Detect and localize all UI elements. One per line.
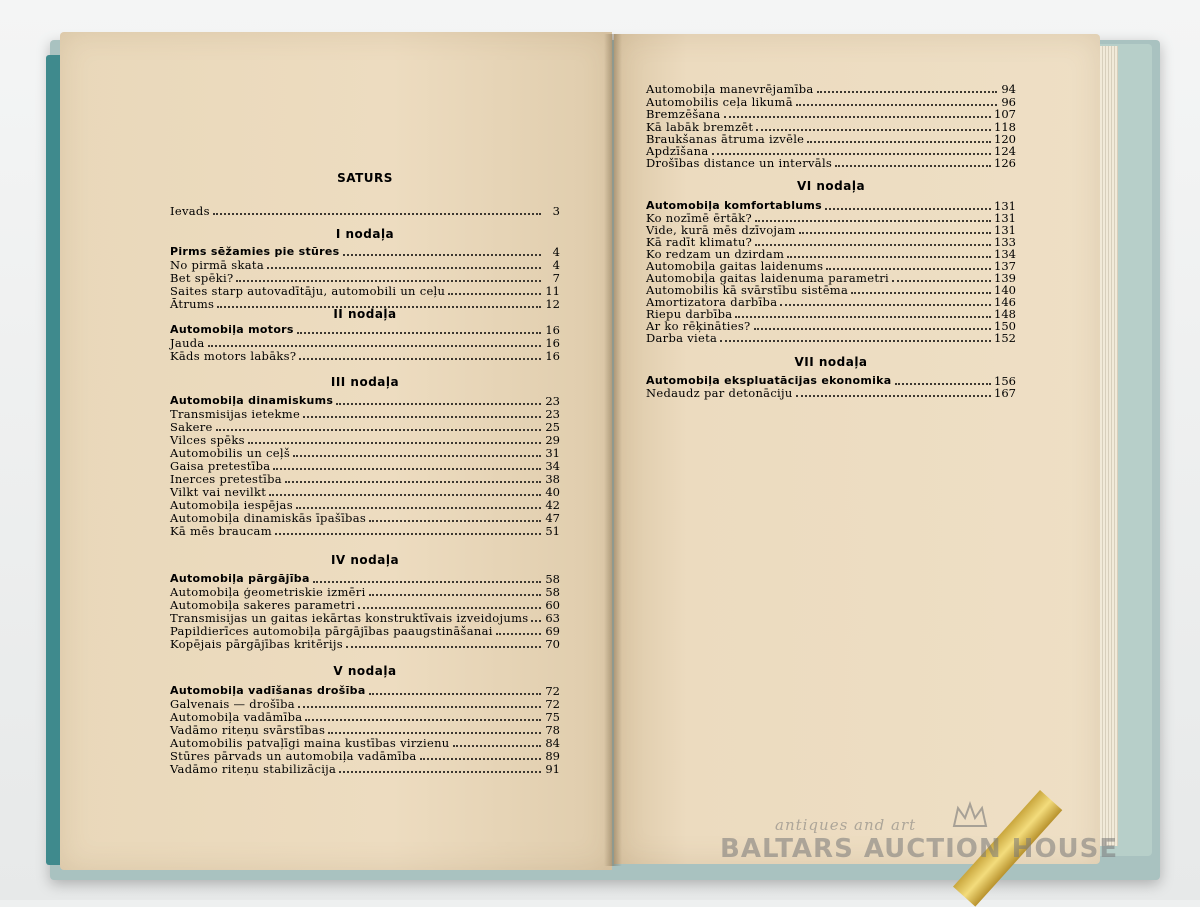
dot-leader bbox=[712, 153, 992, 155]
entry-title: Bremzēšana bbox=[646, 107, 721, 121]
toc-entry bbox=[170, 586, 560, 599]
toc-entry bbox=[170, 612, 560, 625]
entry-title: Inerces pretestība bbox=[170, 472, 282, 486]
page-number: 131 bbox=[994, 199, 1016, 213]
entry-title: Automobiļa vadāmība bbox=[170, 710, 303, 724]
toc-section-entry bbox=[170, 246, 560, 259]
dot-leader bbox=[817, 91, 997, 93]
watermark-tagline: antiques and art bbox=[775, 816, 917, 834]
page-number: 72 bbox=[545, 697, 560, 711]
watermark-brand: BALTARS AUCTION HOUSE bbox=[720, 834, 1119, 864]
page-number: 58 bbox=[545, 572, 560, 586]
dot-leader bbox=[293, 455, 541, 457]
page-number: 137 bbox=[994, 259, 1016, 273]
toc-entry bbox=[170, 272, 560, 285]
entry-title: Kā mēs braucam bbox=[170, 524, 272, 538]
dot-leader bbox=[369, 693, 541, 695]
entry-title: Ātrums bbox=[170, 297, 215, 311]
entry-title: Amortizatora darbība bbox=[646, 295, 778, 309]
page-number: 131 bbox=[994, 211, 1016, 225]
entry-title: Papildierīces automobiļa pārgājības paaugstināšanai bbox=[170, 624, 493, 638]
entry-title: Ko redzam un dzirdam bbox=[646, 247, 785, 261]
dot-leader bbox=[780, 304, 991, 306]
page-number: 148 bbox=[994, 307, 1016, 321]
entry-title: Automobiļa vadīšanas drošība bbox=[170, 684, 366, 697]
entry-title: Vadāmo riteņu svārstības bbox=[170, 723, 326, 737]
chapter-heading: V nodaļa bbox=[333, 664, 397, 678]
dot-leader bbox=[724, 116, 992, 118]
toc-section-entry bbox=[170, 395, 560, 408]
chapter-heading: IV nodaļa bbox=[330, 553, 400, 567]
dot-leader bbox=[756, 129, 991, 131]
dot-leader bbox=[720, 340, 991, 342]
page-number: 72 bbox=[545, 684, 560, 698]
toc-entry bbox=[170, 421, 560, 434]
dot-leader bbox=[496, 633, 541, 635]
entry-title: Braukšanas ātruma izvēle bbox=[646, 132, 805, 146]
entry-title: Automobiļa ģeometriskie izmēri bbox=[170, 585, 366, 599]
page-number: 58 bbox=[545, 585, 560, 599]
dot-leader bbox=[755, 220, 991, 222]
page-number: 167 bbox=[994, 386, 1016, 400]
page-number: 84 bbox=[545, 736, 560, 750]
chapter-heading: III nodaļa bbox=[330, 375, 400, 389]
entry-title: Saites starp autovadītāju, automobili un ceļu bbox=[170, 284, 446, 298]
entry-title: Vide, kurā mēs dzīvojam bbox=[646, 223, 796, 237]
entry-title: Automobiļa dinamiskās īpašības bbox=[170, 511, 367, 525]
toc-entry bbox=[646, 387, 1016, 400]
dot-leader bbox=[269, 494, 541, 496]
dot-leader bbox=[216, 429, 541, 431]
page-number: 91 bbox=[545, 762, 560, 776]
toc-entry bbox=[646, 332, 1016, 345]
entry-title: Kāds motors labāks? bbox=[170, 349, 297, 363]
dot-leader bbox=[892, 280, 991, 282]
page-number: 124 bbox=[994, 144, 1016, 158]
dot-leader bbox=[807, 141, 991, 143]
entry-title: Nedaudz par detonāciju bbox=[646, 386, 793, 400]
toc-entry bbox=[170, 737, 560, 750]
page-number: 51 bbox=[545, 524, 560, 538]
page-number: 120 bbox=[994, 132, 1016, 146]
toc-entry bbox=[170, 337, 560, 350]
page-number: 34 bbox=[545, 459, 560, 473]
toc-entry bbox=[170, 486, 560, 499]
chapter-heading: VII nodaļa bbox=[794, 355, 868, 369]
dot-leader bbox=[453, 745, 541, 747]
page-number: 94 bbox=[1001, 82, 1016, 96]
page-number: 150 bbox=[994, 319, 1016, 333]
dot-leader bbox=[835, 165, 991, 167]
toc-entry bbox=[170, 259, 560, 272]
entry-title: Gaisa pretestība bbox=[170, 459, 271, 473]
page-number: 133 bbox=[994, 235, 1016, 249]
entry-title: Automobiļa pārgājība bbox=[170, 572, 310, 585]
entry-title: Automobiļa iespējas bbox=[170, 498, 293, 512]
entry-title: Riepu darbība bbox=[646, 307, 733, 321]
entry-title: Transmisijas ietekme bbox=[170, 407, 301, 421]
page-number: 126 bbox=[994, 156, 1016, 170]
page-number: 96 bbox=[1001, 95, 1016, 109]
toc-entry bbox=[170, 512, 560, 525]
entry-title: Automobiļa dinamiskums bbox=[170, 394, 334, 407]
page-number: 107 bbox=[994, 107, 1016, 121]
dot-leader bbox=[358, 607, 541, 609]
dot-leader bbox=[754, 328, 992, 330]
toc-entry bbox=[170, 473, 560, 486]
entry-title: Ievads bbox=[170, 204, 210, 218]
page-number: 16 bbox=[545, 349, 560, 363]
entry-title: Vadāmo riteņu stabilizācija bbox=[170, 762, 337, 776]
page-number: 29 bbox=[545, 433, 560, 447]
toc-entry bbox=[170, 499, 560, 512]
dot-leader bbox=[303, 416, 541, 418]
toc-entry bbox=[170, 350, 560, 363]
dot-leader bbox=[369, 520, 541, 522]
page-number: 23 bbox=[545, 394, 560, 408]
toc-entry bbox=[646, 83, 1016, 96]
entry-title: Transmisijas un gaitas iekārtas konstruktīvais izveidojums bbox=[170, 611, 529, 625]
dot-leader bbox=[299, 358, 541, 360]
table-of-contents-right bbox=[646, 0, 1016, 900]
dot-leader bbox=[267, 267, 541, 269]
entry-title: Automobiļa komfortablums bbox=[646, 199, 823, 212]
entry-title: Apdzīšana bbox=[646, 144, 709, 158]
page-number: 70 bbox=[545, 637, 560, 651]
dot-leader bbox=[787, 256, 991, 258]
toc-entry bbox=[170, 638, 560, 651]
page-number: 7 bbox=[552, 271, 560, 285]
page-number: 156 bbox=[994, 374, 1016, 388]
toc-entry bbox=[170, 625, 560, 638]
dot-leader bbox=[208, 345, 541, 347]
dot-leader bbox=[328, 732, 541, 734]
entry-title: Galvenais — drošība bbox=[170, 697, 295, 711]
dot-leader bbox=[305, 719, 541, 721]
entry-title: Kā radīt klimatu? bbox=[646, 235, 753, 249]
entry-title: Automobilis patvaļīgi maina kustības virzienu bbox=[170, 736, 450, 750]
page-number: 78 bbox=[545, 723, 560, 737]
entry-title: Automobiļa motors bbox=[170, 323, 294, 336]
entry-title: Stūres pārvads un automobiļa vadāmība bbox=[170, 749, 417, 763]
dot-leader bbox=[213, 213, 541, 215]
dot-leader bbox=[735, 316, 991, 318]
entry-title: Automobiļa sakeres parametri bbox=[170, 598, 356, 612]
entry-title: Automobilis un ceļš bbox=[170, 446, 291, 460]
toc-entry bbox=[170, 599, 560, 612]
dot-leader bbox=[339, 771, 541, 773]
entry-title: Automobilis kā svārstību sistēma bbox=[646, 283, 849, 297]
entry-title: Automobiļa ekspluatācijas ekonomika bbox=[646, 374, 892, 387]
entry-title: Pirms sēžamies pie stūres bbox=[170, 245, 340, 258]
toc-section-entry bbox=[170, 573, 560, 586]
entry-title: Automobiļa gaitas laidenuma parametri bbox=[646, 271, 890, 285]
dot-leader bbox=[369, 594, 541, 596]
dot-leader bbox=[273, 468, 541, 470]
page-number: 152 bbox=[994, 331, 1016, 345]
toc-entry bbox=[646, 108, 1016, 121]
toc-entry bbox=[646, 157, 1016, 170]
dot-leader bbox=[285, 481, 541, 483]
page-number: 69 bbox=[545, 624, 560, 638]
entry-title: Ar ko rēķināties? bbox=[646, 319, 751, 333]
chapter-heading: II nodaļa bbox=[333, 307, 397, 321]
dot-leader bbox=[336, 403, 541, 405]
dot-leader bbox=[298, 706, 541, 708]
entry-title: Drošības distance un intervāls bbox=[646, 156, 833, 170]
toc-entry bbox=[170, 434, 560, 447]
entry-title: Sakere bbox=[170, 420, 213, 434]
page-number: 75 bbox=[545, 710, 560, 724]
entry-title: Jauda bbox=[170, 336, 205, 350]
entry-title: No pirmā skata bbox=[170, 258, 264, 272]
toc-entry bbox=[170, 525, 560, 538]
page-number: 11 bbox=[545, 284, 560, 298]
page-number: 40 bbox=[545, 485, 560, 499]
page-number: 31 bbox=[545, 446, 560, 460]
toc-title: SATURS bbox=[337, 171, 393, 185]
entry-title: Automobiļa manevrējamība bbox=[646, 82, 814, 96]
entry-title: Kā labāk bremzēt bbox=[646, 120, 754, 134]
page-number: 63 bbox=[545, 611, 560, 625]
dot-leader bbox=[313, 581, 541, 583]
page-number: 60 bbox=[545, 598, 560, 612]
page-number: 12 bbox=[545, 297, 560, 311]
entry-title: Darba vieta bbox=[646, 331, 718, 345]
entry-title: Vilkt vai nevilkt bbox=[170, 485, 267, 499]
dot-leader bbox=[343, 254, 541, 256]
crown-icon bbox=[950, 800, 990, 830]
dot-leader bbox=[799, 232, 991, 234]
entry-title: Vilces spēks bbox=[170, 433, 245, 447]
dot-leader bbox=[796, 395, 991, 397]
toc-section-entry bbox=[170, 324, 560, 337]
dot-leader bbox=[236, 280, 541, 282]
dot-leader bbox=[755, 244, 991, 246]
toc-entry bbox=[170, 711, 560, 724]
dot-leader bbox=[296, 507, 541, 509]
dot-leader bbox=[248, 442, 541, 444]
entry-title: Automobiļa gaitas laidenums bbox=[646, 259, 824, 273]
entry-title: Automobilis ceļa likumā bbox=[646, 95, 793, 109]
toc-entry bbox=[170, 460, 560, 473]
entry-title: Bet spēki? bbox=[170, 271, 234, 285]
dot-leader bbox=[297, 332, 541, 334]
chapter-heading: VI nodaļa bbox=[796, 179, 866, 193]
dot-leader bbox=[346, 646, 541, 648]
toc-section-entry bbox=[170, 685, 560, 698]
toc-entry bbox=[170, 698, 560, 711]
page-number: 89 bbox=[545, 749, 560, 763]
page-number: 4 bbox=[552, 245, 560, 259]
page-number: 25 bbox=[545, 420, 560, 434]
page-number: 38 bbox=[545, 472, 560, 486]
toc-entry bbox=[170, 763, 560, 776]
page-number: 146 bbox=[994, 295, 1016, 309]
dot-leader bbox=[275, 533, 541, 535]
dot-leader bbox=[826, 268, 991, 270]
page-number: 42 bbox=[545, 498, 560, 512]
entry-title: Kopējais pārgājības kritērijs bbox=[170, 637, 343, 651]
book-gutter bbox=[604, 34, 622, 866]
chapter-heading: I nodaļa bbox=[335, 227, 395, 241]
dot-leader bbox=[420, 758, 541, 760]
page-number: 16 bbox=[545, 336, 560, 350]
page-number: 16 bbox=[545, 323, 560, 337]
page-number: 140 bbox=[994, 283, 1016, 297]
dot-leader bbox=[531, 620, 541, 622]
toc-entry bbox=[170, 724, 560, 737]
dot-leader bbox=[851, 292, 991, 294]
page-number: 134 bbox=[994, 247, 1016, 261]
toc-entry bbox=[170, 408, 560, 421]
dot-leader bbox=[796, 104, 997, 106]
dot-leader bbox=[825, 208, 991, 210]
page-number: 139 bbox=[994, 271, 1016, 285]
toc-entry bbox=[170, 285, 560, 298]
page-number: 47 bbox=[545, 511, 560, 525]
toc-entry bbox=[170, 205, 560, 218]
page-number: 131 bbox=[994, 223, 1016, 237]
dot-leader bbox=[895, 383, 992, 385]
dot-leader bbox=[448, 293, 541, 295]
page-number: 118 bbox=[994, 120, 1016, 134]
watermark bbox=[720, 812, 1140, 872]
table-of-contents-left bbox=[170, 0, 560, 900]
toc-entry bbox=[170, 750, 560, 763]
page-number: 4 bbox=[552, 258, 560, 272]
page-number: 3 bbox=[552, 204, 560, 218]
toc-entry bbox=[170, 447, 560, 460]
page-number: 23 bbox=[545, 407, 560, 421]
entry-title: Ko nozīmē ērtāk? bbox=[646, 211, 753, 225]
